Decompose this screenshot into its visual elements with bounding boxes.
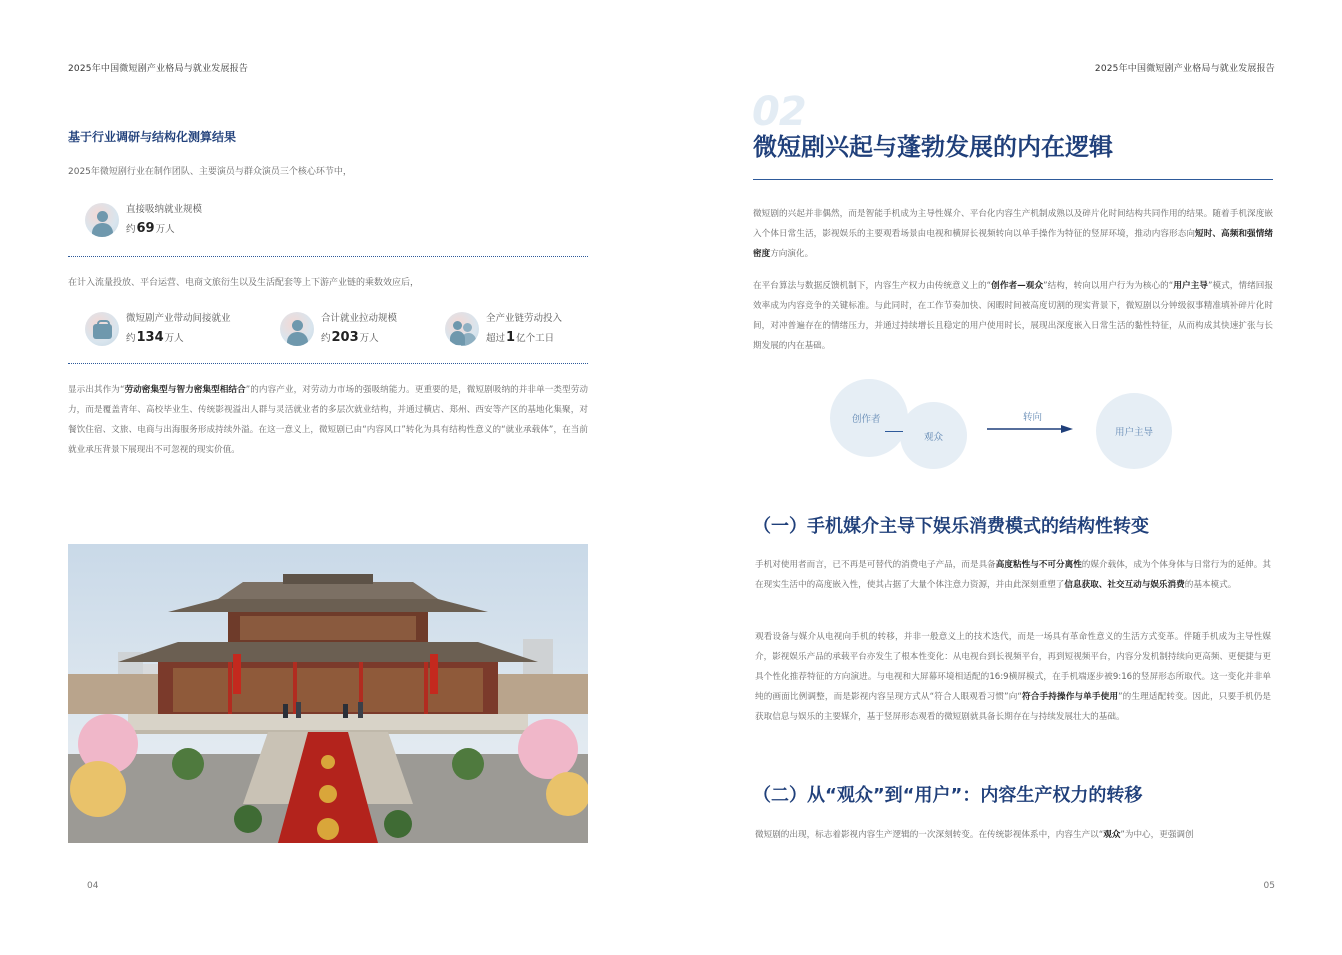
page-number: 05 [1263, 881, 1275, 891]
subsection-heading: （二）从“观众”到“用户”：内容生产权力的转移 [753, 785, 1143, 806]
body-paragraph: 手机对使用者而言，已不再是可替代的消费电子产品，而是具备高度粘性与不可分离性的媒介载体，成为个体身体与日常行为的延伸。其在现实生活中的高度嵌入性，使其占据了大量个体注意力资源，并由此深刻重塑了信息获取、社交互动与娱乐消费的基本模式。 [755, 560, 1271, 590]
diagram-creator-circle: 创作者 [830, 379, 908, 457]
body-paragraph: 微短剧的兴起并非偶然，而是智能手机成为主导性媒介、平台化内容生产机制成熟以及碎片化时间结构共同作用的结果。随着手机深度嵌入个体日常生活，影视娱乐的主要观看场景由电视和横屏长视频转向以单手操作为特征的竖屏环境，推动内容形态向短时、高频和强情绪密度方向演化。 [753, 209, 1273, 259]
body-paragraph: 观看设备与媒介从电视向手机的转移，并非一般意义上的技术迭代，而是一场具有革命性意义的生活方式变革。伴随手机成为主导性媒介，影视娱乐产品的承载平台亦发生了根本性变化：从电视台到长视频平台，再到短视频平台，内容分发机制持续向更高频、更便捷与更具个性化推荐特征的方向演进。与电视和大屏幕环境相适配的16:9横屏模式，在手机端逐步被9:16的竖屏形态所取代。这一变化并非单纯的画面比例调整，而是影视内容呈现方式从“符合人眼观看习惯”向“符合手持操作与单手使用”的生理适配转变。因此，只要手机仍是获取信息与娱乐的主要媒介，基于竖屏形态观看的微短剧就具备长期存在与持续发展壮大的基础。 [755, 632, 1272, 722]
subsection-heading: （一）手机媒介主导下娱乐消费模式的结构性转变 [753, 516, 1149, 537]
diagram-user-led-circle: 用户主导 [1096, 393, 1172, 469]
diagram-link-line [885, 431, 903, 432]
running-header: 2025年中国微短剧产业格局与就业发展报告 [68, 64, 249, 74]
chapter-number: 02 [752, 89, 806, 135]
group-icon [445, 312, 479, 346]
stat-label: 直接吸纳就业规模 [126, 204, 203, 215]
page-number: 04 [87, 881, 99, 891]
person-icon [85, 203, 119, 237]
temple-photo [68, 544, 588, 843]
intro-text-2: 在计入流量投放、平台运营、电商文旅衍生以及生活配套等上下游产业链的乘数效应后， [68, 278, 420, 288]
intro-text-1: 2025年微短剧行业在制作团队、主要演员与群众演员三个核心环节中， [68, 167, 352, 177]
chapter-title: 微短剧兴起与蓬勃发展的内在逻辑 [753, 133, 1113, 161]
stat-labor-input: 全产业链劳动投入 超过1亿个工日 [445, 309, 562, 348]
stat-direct-employment: 直接吸纳就业规模 约69万人 [85, 200, 202, 239]
running-header: 2025年中国微短剧产业格局与就业发展报告 [1094, 64, 1275, 74]
section-title: 基于行业调研与结构化测算结果 [68, 130, 237, 144]
right-page [671, 0, 1342, 955]
body-paragraph: 显示出其作为“劳动密集型与智力密集型相结合”的内容产业，对劳动力市场的强吸纳能力。更重要的是，微短剧吸纳的并非单一类型劳动力，而是覆盖青年、高校毕业生、传统影视溢出人群与灵活就业者的多层次就业结构，并通过横店、郑州、西安等产区的基地化集聚，对餐饮住宿、文旅、电商与出海服务形成持续外溢。在这一意义上，微短剧已由“内容风口”转化为具有结构性意义的“就业承载体”，在当前就业承压背景下展现出不可忽视的现实价值。 [68, 385, 588, 455]
briefcase-icon [85, 312, 119, 346]
body-paragraph: 在平台算法与数据反馈机制下，内容生产权力由传统意义上的“创作者—观众”结构，转向以用户行为为核心的“用户主导”模式，情绪回报效率成为内容竞争的关键标准。与此同时，在工作节奏加快、闲暇时间被高度切割的现实背景下，微短剧以分钟级叙事精准填补碎片化时间，对冲普遍存在的情绪压力，并通过持续增长且稳定的用户使用时长，展现出深度嵌入日常生活的黏性特征，从而构成其快速扩张与长期发展的内在基础。 [753, 281, 1273, 351]
body-paragraph: 微短剧的出现，标志着影视内容生产逻辑的一次深刻转变。在传统影视体系中，内容生产以“观众”为中心，更强调创 [755, 830, 1194, 840]
title-rule [753, 179, 1273, 180]
stat-total-employment: 合计就业拉动规模 约203万人 [280, 309, 397, 348]
dotted-divider [68, 363, 588, 364]
stat-indirect-employment: 微短剧产业带动间接就业 约134万人 [85, 309, 231, 348]
person-icon [280, 312, 314, 346]
diagram-arrow-label: 转向 [1023, 412, 1043, 423]
diagram-audience-circle: 观众 [900, 402, 967, 469]
stat-value: 69 [136, 221, 155, 236]
dotted-divider [68, 256, 588, 257]
arrow-right-icon [987, 424, 1073, 434]
